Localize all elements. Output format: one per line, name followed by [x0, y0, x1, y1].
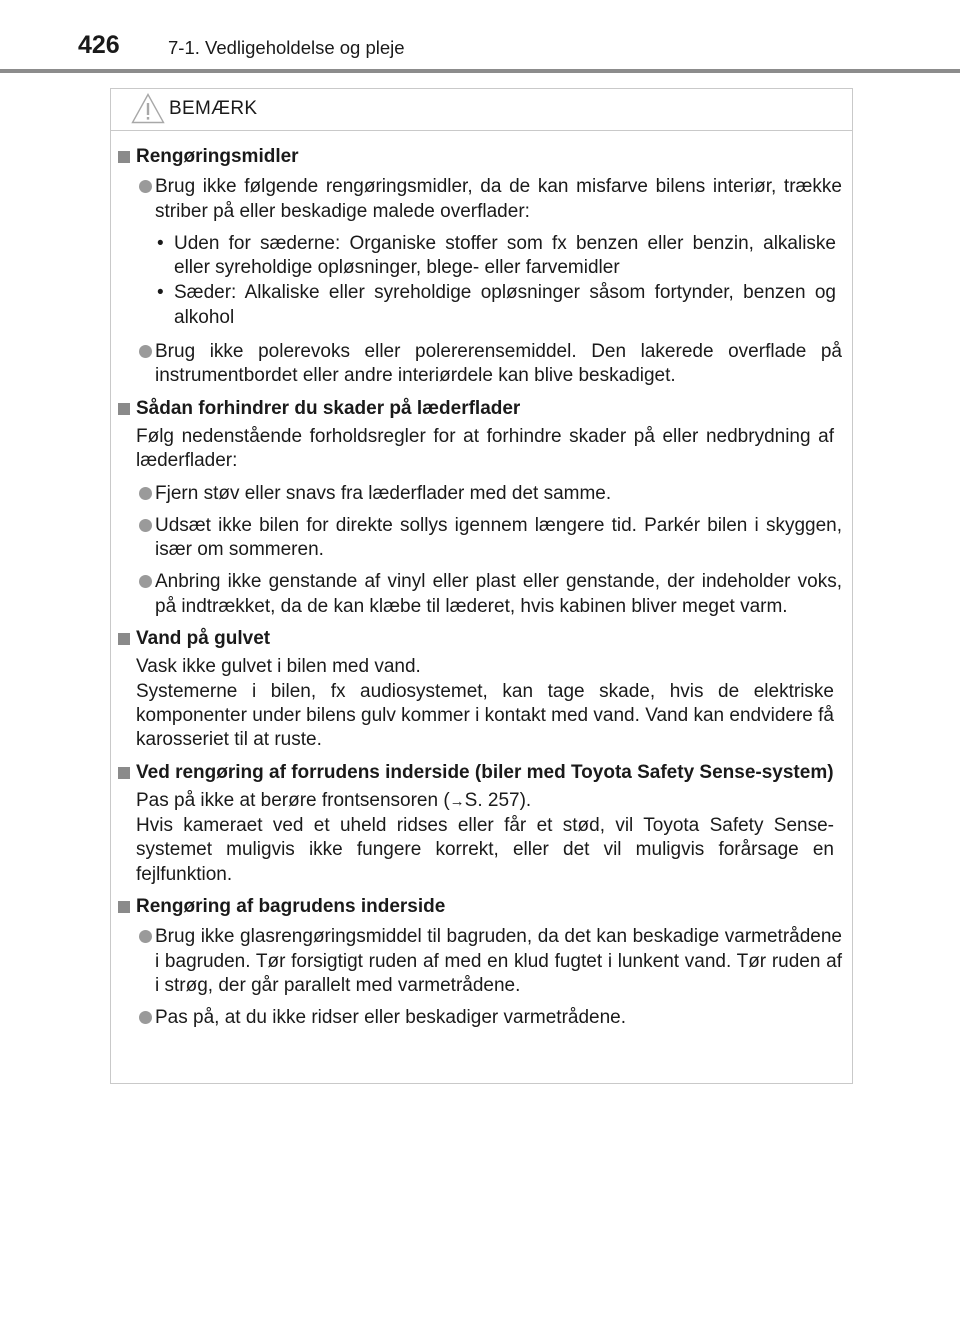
square-bullet-icon: [118, 151, 130, 163]
notice-box: [110, 88, 853, 1084]
list-item: [115, 514, 842, 563]
list-item: [115, 1006, 842, 1030]
arrow-right-icon: →: [449, 792, 465, 810]
notice-label: BEMÆRK: [169, 98, 258, 119]
section-title-text: Vand på gulvet: [136, 628, 271, 650]
paragraph: Følg nedenstående forholdsregler for at forhindre skader på eller nedbrydning af læderflader:: [136, 425, 834, 472]
header-rule: [0, 69, 960, 73]
list-item: [115, 570, 842, 619]
notice-header: [111, 89, 852, 131]
section-water-on-floor: [115, 627, 842, 752]
paragraph-line: Hvis kameraet ved et uheld ridses eller får et stød, vil Toyota Safety Sense-systemet muligvis ikke fungere korrekt, eller det vil muligvis forårsage en fejlfunktion.: [136, 815, 834, 885]
sub-list-item-text: Uden for sæderne: Organiske stoffer som fx benzen eller benzin, alkaliske eller syreholdige opløsninger, blege- eller farvemidler: [174, 232, 836, 279]
square-bullet-icon: [118, 901, 130, 913]
list-item-text: Brug ikke glasrengøringsmiddel til bagruden, da det kan beskadige varmetrådene i bagruden. Tør forsigtigt ruden af med en klud fugtet i lunkent vand. Tør ruden af i strøg, der går parallelt med varmetrådene.: [155, 926, 842, 996]
small-dot-icon: •: [157, 232, 164, 254]
notice-content: [111, 131, 852, 1039]
section-title: [115, 397, 842, 421]
paragraph-line: Vask ikke gulvet i bilen med vand.: [136, 656, 421, 678]
square-bullet-icon: [118, 767, 130, 779]
square-bullet-icon: [118, 633, 130, 645]
round-bullet-icon: [139, 487, 152, 500]
list-item-text: Fjern støv eller snavs fra læderflader med det samme.: [155, 482, 612, 504]
round-bullet-icon: [139, 1011, 152, 1024]
section-title: [115, 145, 842, 169]
section-title: [115, 895, 842, 919]
section-title: [115, 627, 842, 651]
sub-list-item: [115, 281, 836, 330]
round-bullet-icon: [139, 180, 152, 193]
paragraph-line: Systemerne i bilen, fx audiosystemet, kan tage skade, hvis de elektriske komponenter under bilens gulv kommer i kontakt med vand. Vand kan endvidere få karosseriet til at ruste.: [136, 680, 834, 751]
page-header: [0, 0, 960, 74]
paragraph-text: Pas på ikke at berøre frontsensoren (: [136, 789, 450, 811]
list-item: [115, 340, 842, 389]
small-dot-icon: •: [157, 282, 164, 304]
sub-list-item: [115, 232, 836, 281]
round-bullet-icon: [139, 575, 152, 588]
list-item-text: Pas på, at du ikke ridser eller beskadiger varmetrådene.: [155, 1007, 627, 1029]
section-windshield-cleaning: [115, 761, 842, 887]
section-cleaning-agents: [115, 145, 842, 389]
section-leather-care: [115, 397, 842, 619]
list-item: [115, 925, 842, 998]
list-item-text: Brug ikke følgende rengøringsmidler, da de kan misfarve bilens interiør, trække striber på eller beskadige malede overflader:: [155, 176, 842, 222]
list-item-text: Udsæt ikke bilen for direkte sollys igennem længere tid. Parkér bilen i skyggen, især om sommeren.: [155, 514, 842, 561]
round-bullet-icon: [139, 345, 152, 358]
list-item: [115, 175, 842, 224]
page-number: 426: [78, 31, 120, 59]
paragraph: [115, 789, 842, 887]
list-item: [115, 482, 842, 506]
section-title-text: Rengøringsmidler: [136, 146, 299, 167]
paragraph-line: [136, 789, 834, 814]
section-rear-window: [115, 895, 842, 1030]
list-item-text: Brug ikke polerevoks eller polererensemiddel. Den lakerede overflade på instrumentbordet eller andre interiørdele kan blive beskadiget.: [155, 341, 842, 387]
list-item-text: Anbring ikke genstande af vinyl eller plast eller genstande, der indeholder voks, på indtrækket, da de kan klæbe til læderet, hvis kabinen bliver meget varm.: [155, 571, 842, 617]
warning-triangle-icon: [131, 93, 165, 124]
section-title-text: Sådan forhindrer du skader på læderflader: [136, 397, 521, 419]
round-bullet-icon: [139, 519, 152, 532]
section-title-text: Rengøring af bagrudens inderside: [136, 896, 446, 918]
chapter-title: 7-1. Vedligeholdelse og pleje: [168, 37, 405, 58]
square-bullet-icon: [118, 403, 130, 415]
page-reference-link[interactable]: S. 257).: [464, 789, 532, 811]
section-title-text: Ved rengøring af forrudens inderside (biler med Toyota Safety Sense-system): [136, 761, 834, 783]
paragraph: [115, 655, 842, 752]
section-title: [115, 761, 842, 785]
sub-list-item-text: Sæder: Alkaliske eller syreholdige opløsninger såsom fortynder, benzen og alkohol: [174, 282, 836, 328]
round-bullet-icon: [139, 930, 152, 943]
sub-list: [115, 232, 842, 330]
